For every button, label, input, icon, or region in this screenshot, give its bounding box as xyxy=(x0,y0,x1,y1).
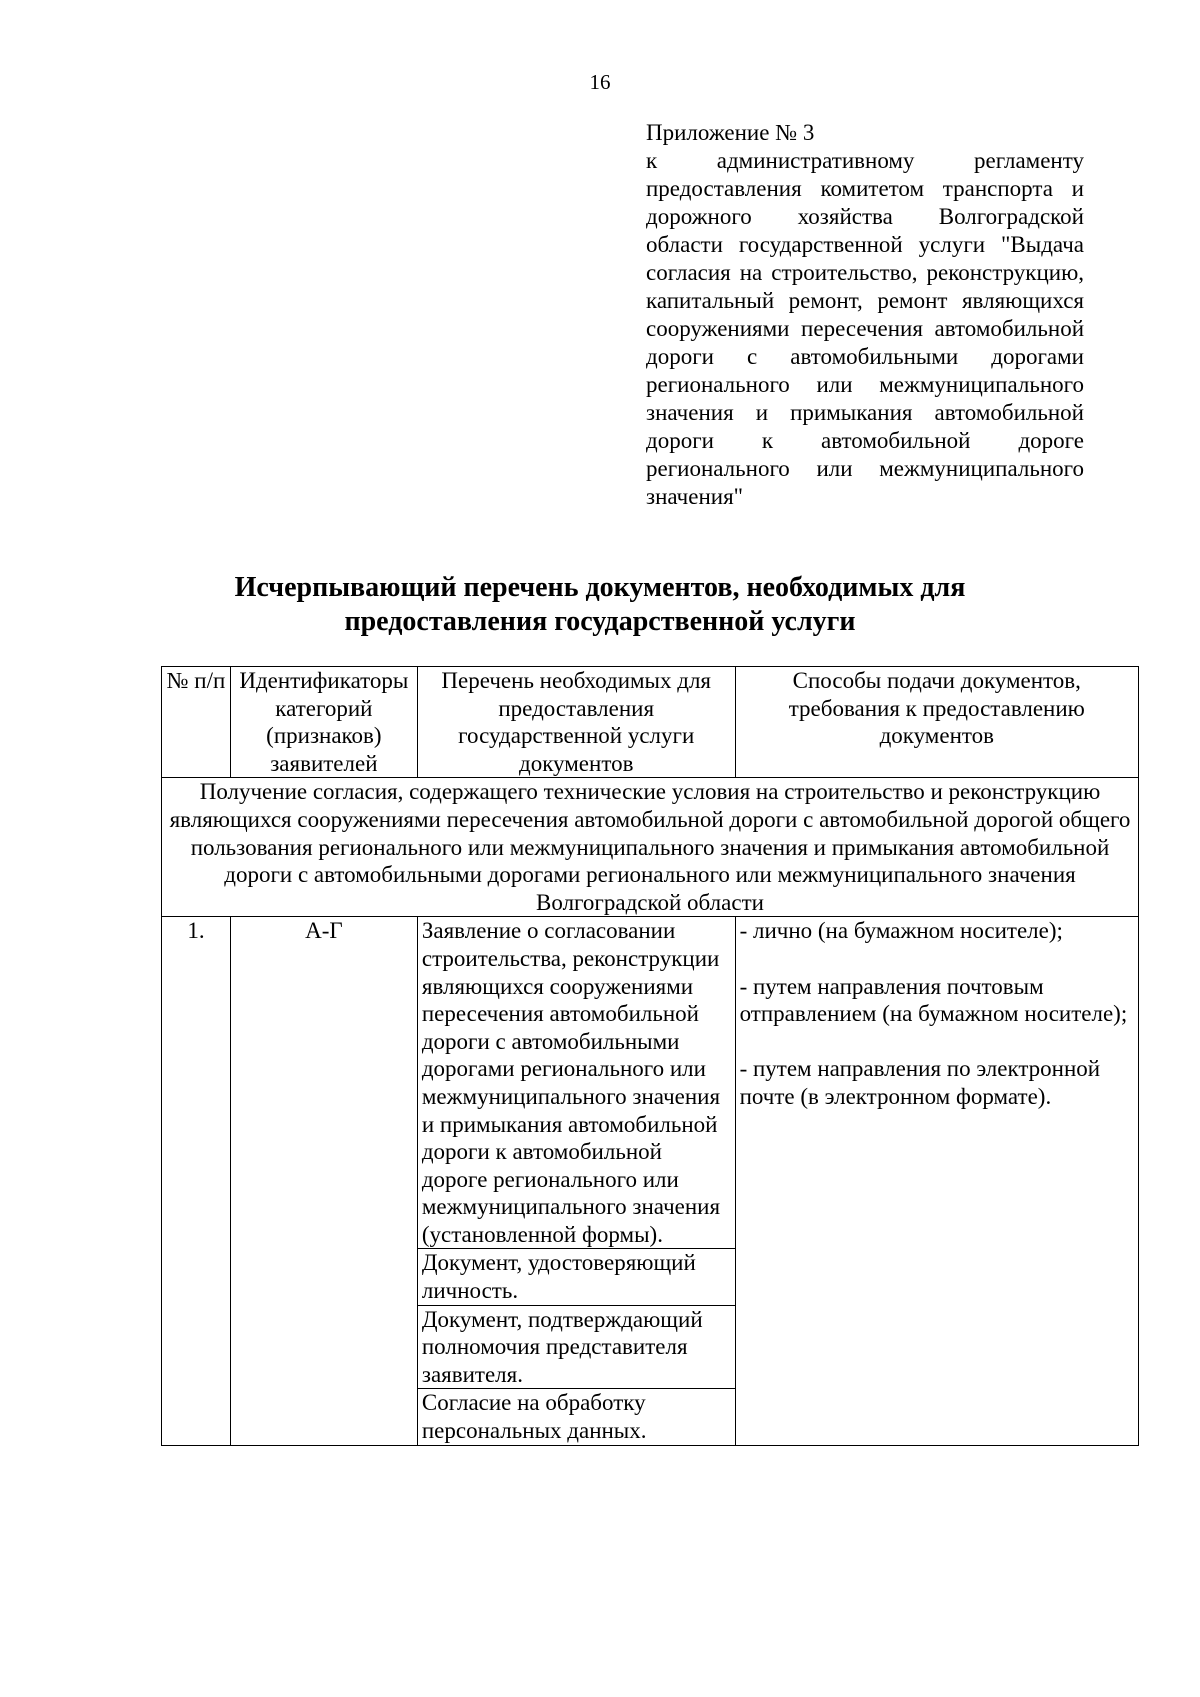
appendix-text: к административному регламенту предоставления комитетом транспорта и дорожного хозяйства Волгоградской области государственной услуги "Выдача согласия на строительство, реконструкцию, капитальный ремонт, ремонт являющихся сооружениями пересечения автомобильной дороги с автомобильными дорогами регионального или межмуниципального значения и примыкания автомобильной дороги к автомобильной дороге регионального или межмуниципального значения" xyxy=(646,148,1084,509)
document-item: Заявление о согласовании строительства, реконструкции являющихся сооружениями пересечения автомобильной дороги с автомобильными дорогами регионального или межмуниципального значения и примыкания автомобильной дороги к автомобильной дороге регионального или межмуниципального значения (установленной формы). xyxy=(417,917,735,1249)
header-methods: Способы подачи документов, требования к предоставлению документов xyxy=(735,667,1138,778)
appendix-title: Приложение № 3 xyxy=(646,120,815,145)
document-item: Документ, подтверждающий полномочия представителя заявителя. xyxy=(417,1305,735,1389)
table-row xyxy=(162,917,1139,1249)
method-item: - путем направления по электронной почте (в электронном формате). xyxy=(739,1056,1101,1109)
method-item: - путем направления почтовым отправлением (на бумажном носителе); xyxy=(739,973,1128,1027)
header-num: № п/п xyxy=(162,667,231,778)
table-header-row xyxy=(162,667,1139,778)
appendix-block xyxy=(646,119,1084,511)
page-number: 16 xyxy=(589,70,611,94)
document-title: Исчерпывающий перечень документов, необходимых для предоставления государственной услуги xyxy=(234,572,966,637)
documents-table xyxy=(161,666,1139,1446)
header-identifiers: Идентификаторы категорий (признаков) заявителей xyxy=(230,667,417,778)
header-documents: Перечень необходимых для предоставления государственной услуги документов xyxy=(417,667,735,778)
table-section-row xyxy=(162,778,1139,917)
row-num: 1. xyxy=(162,917,231,1445)
row-identifier: А-Г xyxy=(230,917,417,1445)
method-item: - лично (на бумажном носителе); xyxy=(739,918,1063,944)
section-title: Получение согласия, содержащего технические условия на строительство и реконструкцию являющихся сооружениями пересечения автомобильной дороги с автомобильной дорогой общего пользования регионального или межмуниципального значения и примыкания автомобильной дороги с автомобильными дорогами регионального или межмуниципального значения Волгоградской области xyxy=(162,778,1139,917)
document-item: Согласие на обработку персональных данных. xyxy=(417,1389,735,1445)
document-item: Документ, удостоверяющий личность. xyxy=(417,1249,735,1305)
submission-methods xyxy=(735,917,1138,1445)
